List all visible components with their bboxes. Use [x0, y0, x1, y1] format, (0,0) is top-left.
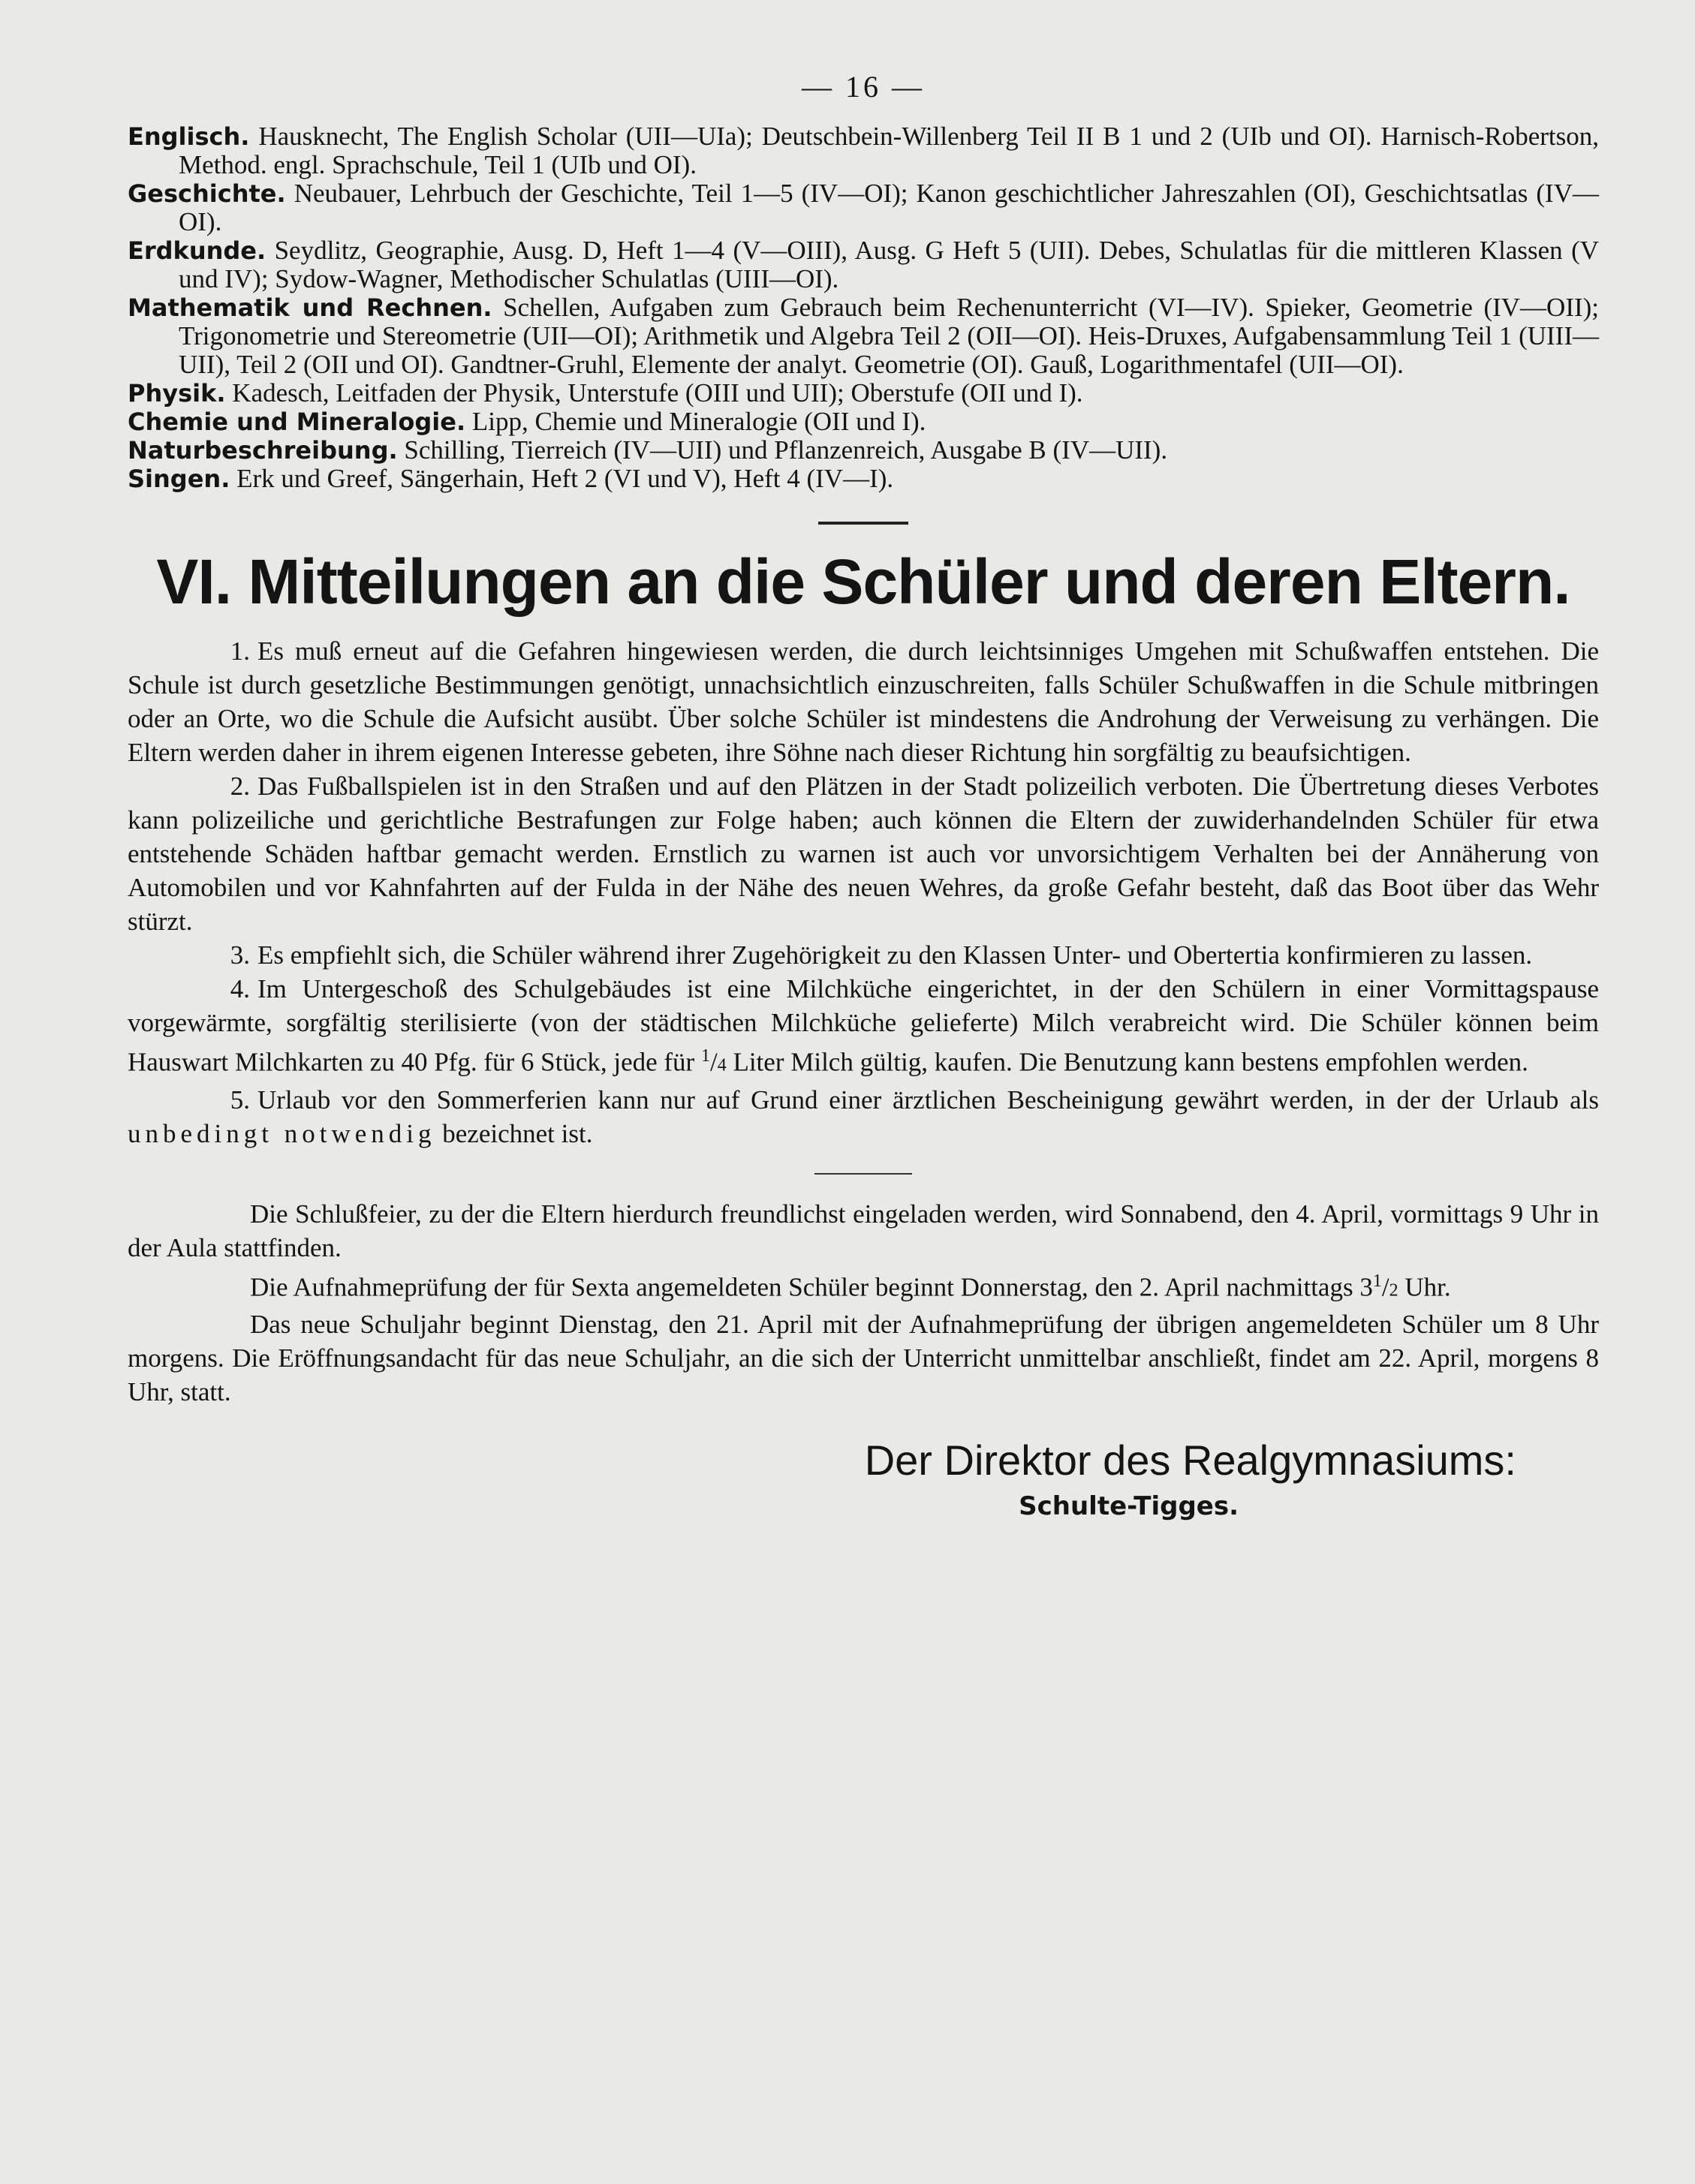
- closing-text: Uhr.: [1404, 1272, 1451, 1302]
- notice-4: 4. Im Untergeschoß des Schulgebäudes ist eine Milchküche eingerichtet, in der den Schülern in einer Vormittagspause vorgewärmte, sorgfältig sterilisierte (von der städtischen Milchküche gelieferte) Milch verabreicht wird. Die Schüler können beim Hauswart Milchkarten zu 40 Pfg. für 6 Stück, jede für $^1$/4 Liter Milch gültig, kaufen. Die Benutzung kann bestens empfohlen werden.: [128, 972, 1599, 1083]
- notice-2: [128, 769, 1599, 938]
- page-number: — 16 —: [802, 70, 925, 104]
- section-divider: [818, 522, 908, 525]
- notice-5: [128, 1083, 1599, 1151]
- subject-erdkunde: [128, 236, 1599, 293]
- subject-name: Naturbeschreibung.: [128, 436, 398, 465]
- notice-text: Liter Milch gültig, kaufen. Die Benutzung kann bestens empfohlen werden.: [733, 1047, 1528, 1077]
- closing-schlussfeier: [128, 1197, 1599, 1265]
- closing-text: Die Schlußfeier, zu der die Eltern hierdurch freundlichst eingeladen werden, wird Sonnabend, den 4. April, vormittags 9 Uhr in der Aula stattfinden.: [128, 1199, 1599, 1262]
- subject-mathematik: [128, 293, 1599, 379]
- fraction-numerator: 1: [1372, 1271, 1382, 1291]
- notice-number: 4.: [230, 974, 250, 1003]
- notice-text: Urlaub vor den Sommerferien kann nur auf Grund einer ärztlichen Bescheinigung gewährt werden, in der der Urlaub als: [257, 1084, 1599, 1115]
- notice-text: Im Untergeschoß des Schulgebäudes ist eine Milchküche eingerichtet, in der den Schülern in einer Vormittagspause vorgewärmte, sorgfältig sterilisierte (von der städtischen Milchküche gelieferte) Milch verabreicht wird. Die Schüler können beim Hauswart Milchkarten zu 40 Pfg. für 6 Stück, jede für: [128, 974, 1599, 1077]
- subject-name: Englisch.: [128, 122, 250, 151]
- subject-name: Erdkunde.: [128, 236, 266, 265]
- notice-1: [128, 634, 1599, 769]
- subject-text: Seydlitz, Geographie, Ausg. D, Heft 1—4 (V—OIII), Ausg. G Heft 5 (UII). Debes, Schulatlas für die mittleren Klassen (V und IV); Sydow-Wagner, Methodischer Schulatlas (UIII—OI).: [179, 236, 1600, 293]
- emphasis-text: unbedingt notwendig: [128, 1118, 436, 1148]
- subject-name: Mathematik und Rechnen.: [128, 293, 492, 322]
- notice-number: 5.: [230, 1084, 250, 1115]
- text-block: [128, 69, 1599, 1521]
- closing-text: Die Aufnahmeprüfung der für Sexta angemeldeten Schüler beginnt Donnerstag, den 2. April nachmittags 3: [250, 1272, 1373, 1302]
- subject-geschichte: [128, 179, 1599, 236]
- fraction-numerator: 1: [700, 1046, 710, 1066]
- closing-text: Das neue Schuljahr beginnt Dienstag, den 21. April mit der Aufnahmeprüfung der übrigen angemeldeten Schüler um 8 Uhr morgens. Die Eröffnungsandacht für das neue Schuljahr, an die sich der Unterricht unmittelbar anschließt, findet am 22. April, morgens 8 Uhr, statt.: [128, 1310, 1599, 1407]
- subject-chemie: [128, 408, 1599, 436]
- section-title: VI. Mitteilungen an die Schüler und deren Eltern.: [156, 546, 1570, 617]
- subject-singen: [128, 465, 1599, 493]
- subject-text: Hausknecht, The English Scholar (UII—UIa); Deutschbein-Willenberg Teil II B 1 und 2 (UIb und OI). Harnisch-Robertson, Method. engl. Sprachschule, Teil 1 (UIb und OI).: [179, 122, 1600, 179]
- notice-text: bezeichnet ist.: [442, 1118, 593, 1148]
- notice-text: Das Fußballspielen ist in den Straßen und auf den Plätzen in der Stadt polizeilich verboten. Die Übertretung dieses Verbotes kann polizeiliche und gerichtliche Bestrafungen zur Folge haben; auch können die Eltern der zuwiderhandelnden Schüler für etwa entstehende Schäden haftbar gemacht werden. Ernstlich zu warnen ist auch vor unvorsichtigem Verhalten bei der Annäherung von Automobilen und vor Kahnfahrten auf der Fulda in der Nähe des neuen Wehres, da große Gefahr besteht, daß das Boot über das Wehr stürzt.: [128, 772, 1599, 936]
- notice-text: Es empfiehlt sich, die Schüler während ihrer Zugehörigkeit zu den Klassen Unter- und Obertertia konfirmieren zu lassen.: [257, 940, 1533, 970]
- notice-number: 3.: [230, 940, 250, 970]
- subject-naturbeschreibung: [128, 436, 1599, 465]
- notice-text: Es muß erneut auf die Gefahren hingewiesen werden, die durch leichtsinniges Umgehen mit Schußwaffen entstehen. Die Schule ist durch gesetzliche Bestimmungen genötigt, unnachsichtlich einzuschreiten, falls Schüler Schußwaffen in die Schule mitbringen oder an Orte, wo die Schule die Aufsicht ausübt. Über solche Schüler ist mindestens die Androhung der Verweisung zu verhängen. Die Eltern werden daher in ihrem eigenen Interesse gebeten, ihre Söhne nach dieser Richtung hin sorgfältig zu beaufsichtigen.: [128, 636, 1599, 767]
- subject-englisch: [128, 122, 1599, 179]
- subject-name: Physik.: [128, 379, 226, 408]
- subject-name: Chemie und Mineralogie.: [128, 408, 466, 436]
- notice-number: 2.: [230, 772, 250, 801]
- subject-text: Erk und Greef, Sängerhain, Heft 2 (VI und V), Heft 4 (IV—I).: [236, 464, 894, 493]
- closing-schuljahr: [128, 1307, 1599, 1409]
- fraction-denominator: 2: [1389, 1280, 1398, 1301]
- subject-text: Kadesch, Leitfaden der Physik, Unterstufe (OIII und UII); Oberstufe (OII und I).: [232, 378, 1083, 408]
- notice-3: [128, 938, 1599, 972]
- paragraph-divider: [814, 1173, 912, 1175]
- closing-aufnahme: Die Aufnahmeprüfung der für Sexta angemeldeten Schüler beginnt Donnerstag, den 2. April nachmittags $3^1/2$ Uhr.: [250, 1271, 1451, 1302]
- subject-text: Schilling, Tierreich (IV—UII) und Pflanzenreich, Ausgabe B (IV—UII).: [404, 435, 1168, 465]
- subject-text: Schellen, Aufgaben zum Gebrauch beim Rechenunterricht (VI—IV). Spieker, Geometrie (IV—OII); Trigonometrie und Stereometrie (UII—OI); Arithmetik und Algebra Teil 2 (OII—OI). Heis-Druxes, Aufgabensammlung Teil 1 (UIII—UII), Teil 2 (OII und OI). Gandtner-Gruhl, Elemente der analyt. Geometrie (OI). Gauß, Logarithmentafel (UII—OI).: [179, 293, 1600, 379]
- subject-text: Neubauer, Lehrbuch der Geschichte, Teil 1—5 (IV—OI); Kanon geschichtlicher Jahreszahlen (OI), Geschichtsatlas (IV—OI).: [179, 179, 1599, 236]
- signature-block: [128, 1436, 1599, 1485]
- subject-name: Geschichte.: [128, 179, 286, 208]
- fraction-denominator: 4: [717, 1055, 727, 1075]
- subject-name: Singen.: [128, 465, 230, 493]
- signature-name: Schulte-Tigges.: [1019, 1491, 1239, 1522]
- notice-number: 1.: [230, 636, 250, 666]
- subject-physik: [128, 379, 1599, 408]
- subject-text: Lipp, Chemie und Mineralogie (OII und I).: [471, 407, 926, 436]
- signature-title: Der Direktor des Realgymnasiums:: [864, 1436, 1516, 1485]
